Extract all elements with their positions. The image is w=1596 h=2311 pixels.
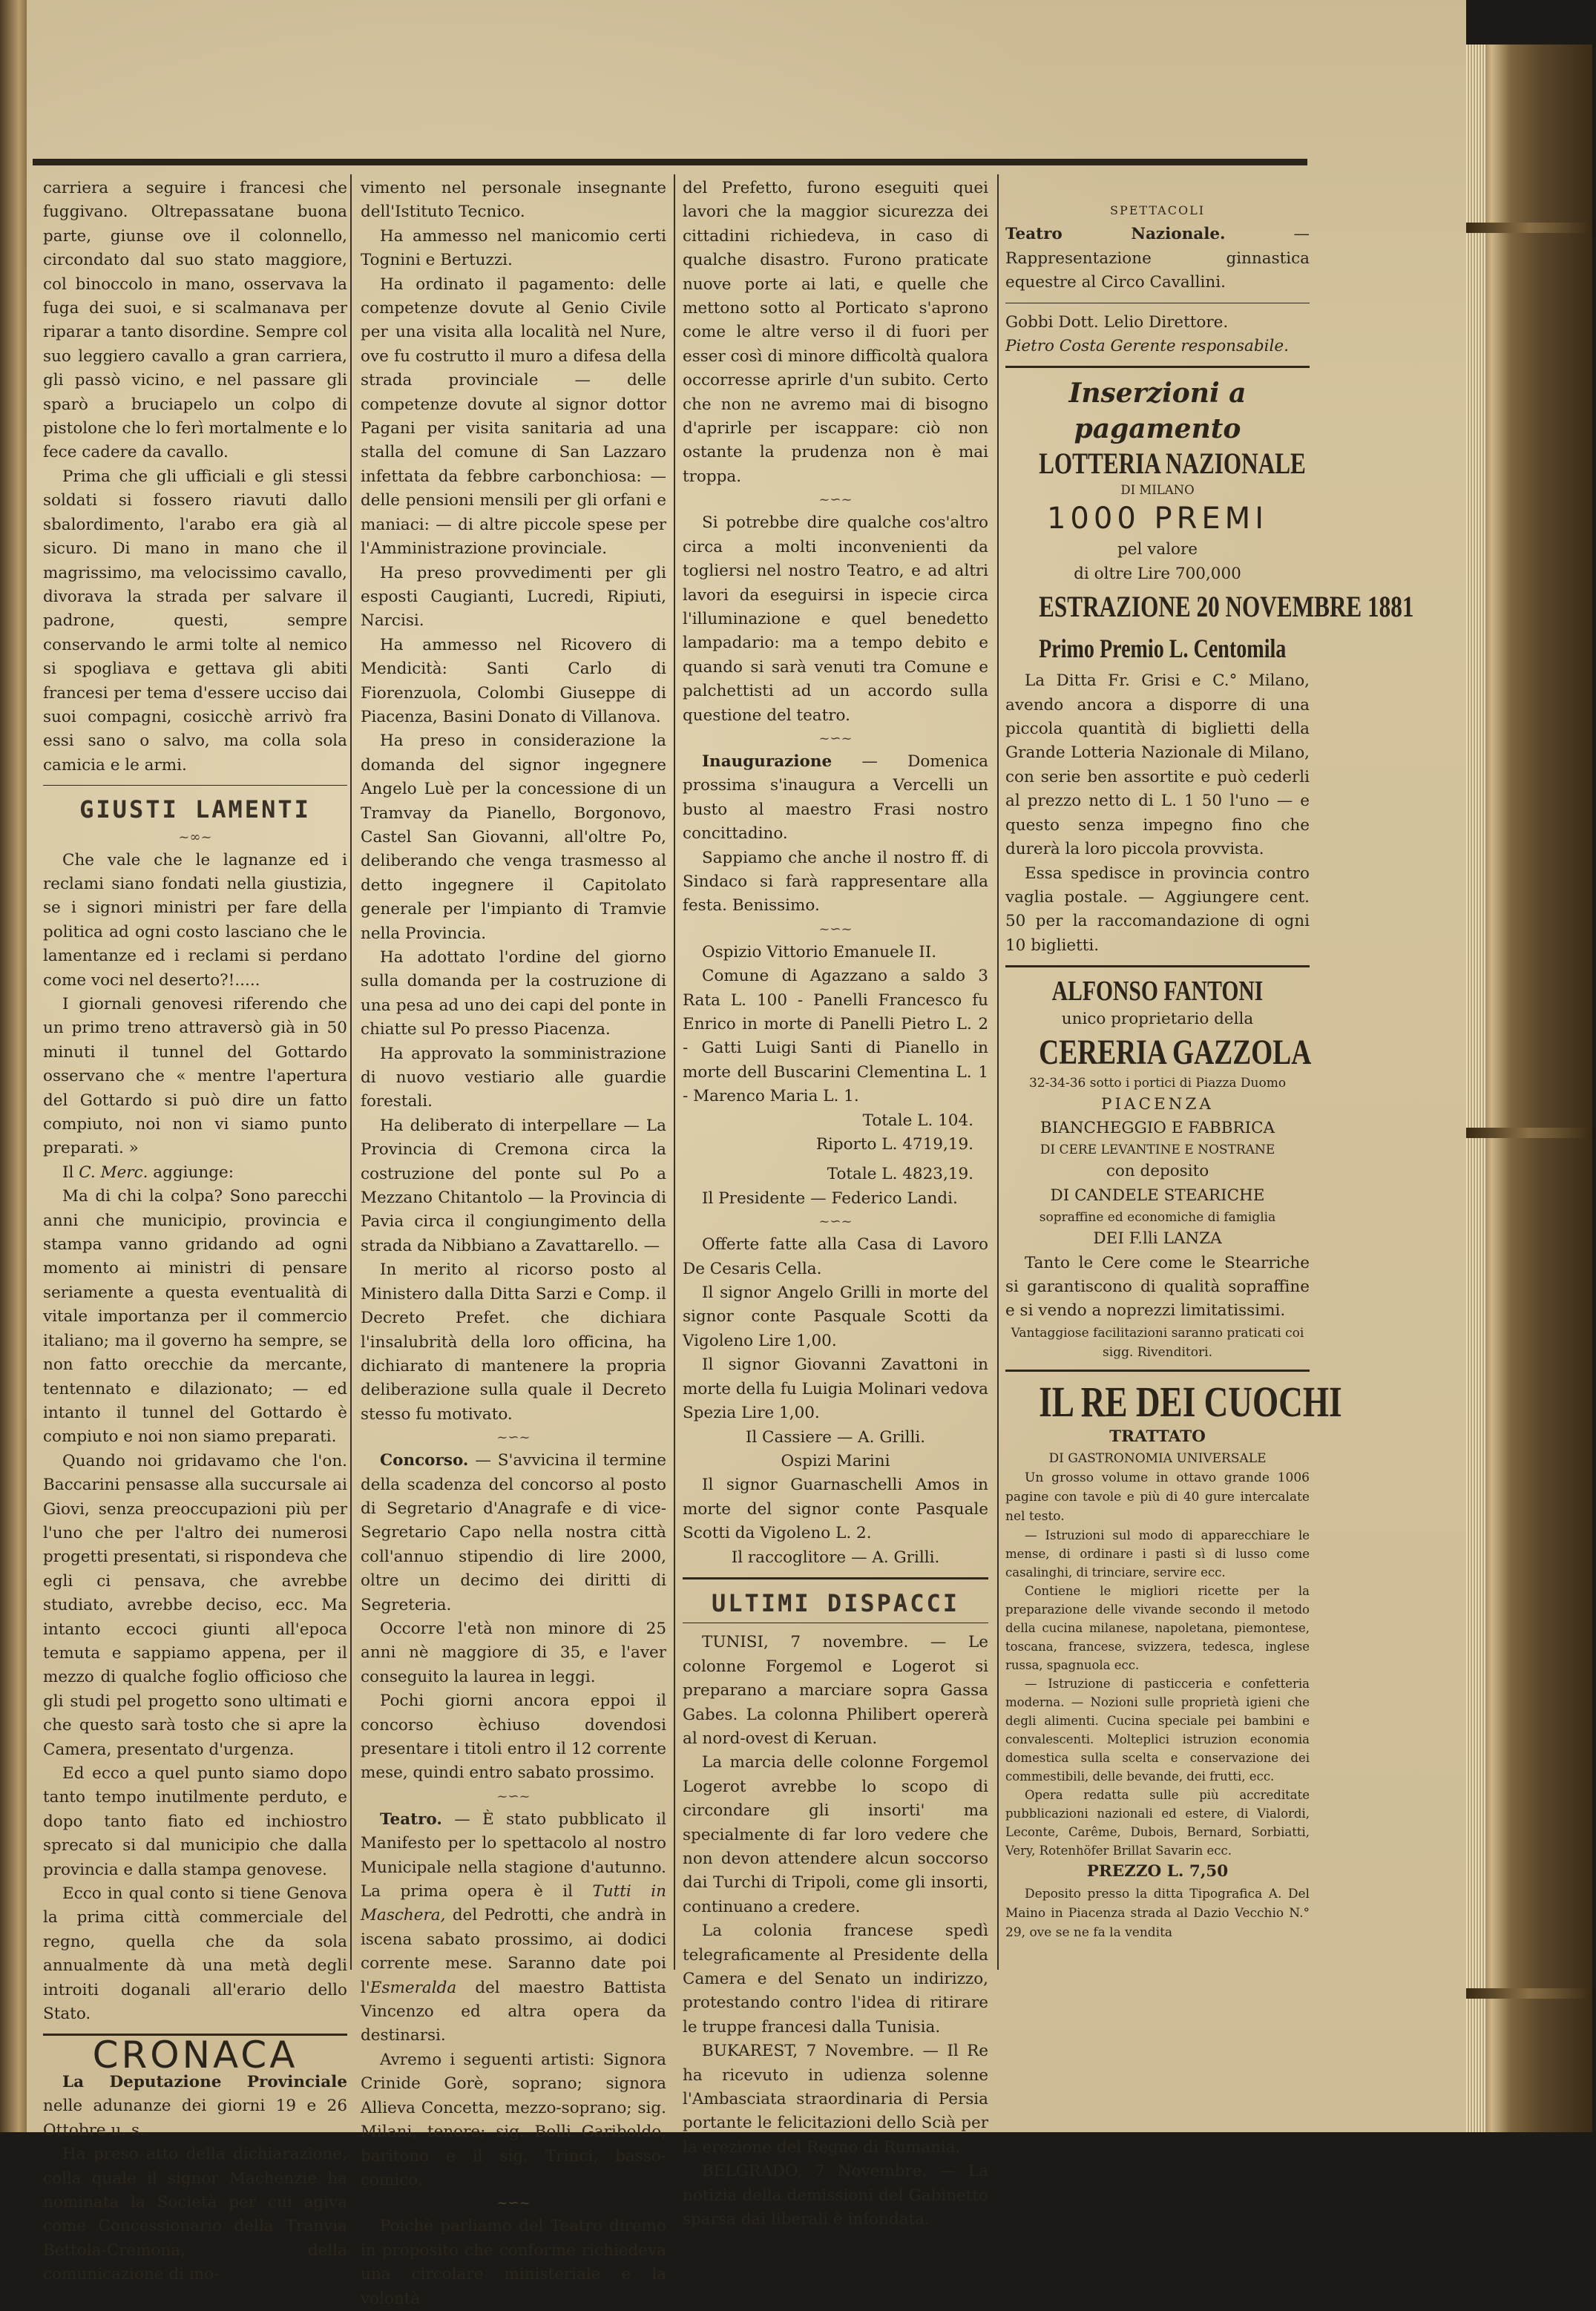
article-text: La marcia delle colonne Forgemol Logerot avrebbe lo scopo di circondare gli insorti' ma specialmente di far loro vedere che non devon attendere alcun soccorso dai Turchi di Tripoli, come gli insorti, continuano a credere. [683,1753,988,1916]
ad-text: DI CANDELE STEARICHE [1050,1186,1265,1205]
ad-text: DI CERE LEVANTINE E NOSTRANE [1040,1143,1275,1158]
ad-cereria: CERERIA GAZZOLA [1039,1032,1312,1072]
article-text [361,1449,666,1617]
section-title-giusti-lamenti: GIUSTI LAMENTI [79,795,311,824]
article-text: Ha ammesso nel Ricovero di Mendicità: Santi Carlo di Fiorenzuola, Colombi Giuseppe di Piacenza, Basini Donato di Villanova. [361,635,666,726]
text: — Domenica prossima s'inaugura a Vercelli un busto al maestro Frasi nostro concittadino. [683,752,988,844]
article-text: BELGRADO, 7 Novembre. — La notizia della demissioni del Gabinetto sparsa dai liberali è infondata. [683,2162,988,2229]
column-4 [1005,177,1414,1942]
subheading: Ospizi Marini [781,1451,890,1470]
ad-re-dei-cuochi: IL RE DEI CUOCHI [1039,1377,1342,1426]
article-text: Ha preso provvedimenti per gli esposti Caugianti, Lucredi, Ripiuti, Narcisi. [361,563,666,631]
text: Il [62,1163,79,1182]
signature: Il Cassiere — A. Grilli. [745,1427,926,1447]
article-text: Ha ordinato il pagamento: delle competenze dovute al Genio Civile per una visita alla località nel Nure, ove fu costrutto il muro a difesa della strada provinciale — delle competenze dovute al signor dottor Pagani per visita sanitaria ad una stalla del comune di San Lazzaro infettata da febbre carbonchiosa: — delle pensioni mensili per gli orfani e maniaci: — di altre piccole spese per l'Amministrazione provinciale. [361,275,666,559]
article-text: Ed ecco a quel punto siamo dopo tanto tempo inutilmente perduto, e dopo tanto fiato ed inchiostro sprecato si dal municipio che dalla provincia e dalla stampa genovese. [43,1764,347,1879]
divider [1005,1370,1310,1372]
ornament: ~∽~ [818,730,853,746]
column-1 [43,177,347,2287]
ads-heading: Inserzioni a pagamento [1068,378,1247,445]
article-text: BUKAREST, 7 Novembre. — Il Re ha ricevuto in udienza solenne l'Ambasciata straordinaria di Persia portante le felicitazioni dello Scià per la erezione del Regno di Rumania. [683,2042,988,2157]
divider [1005,965,1310,967]
ad-text: unico proprietario della [1061,1010,1254,1029]
page-stack-edge [1466,45,1485,2132]
article-text: Quando noi gridavamo che l'on. Baccarini pensasse alla succursale ai Giovi, senza preoccupazioni più per l'uno che per l'altro dei numerosi progetti presentati, si rispondeva che egli ci pensava, che avrebbe studiato, avrebbe deciso, ecc. Ma intanto eccoci giunti all'epoca temuta e sappiamo appena, per il mezzo di qualche foglio officioso che gli studi pel progetto sono ultimati e che questo sarà tosto che si apre la Camera, presentato d'urgenza. [43,1451,347,1759]
ad-text: Un grosso volume in ottavo grande 1006 pagine con tavole e più di 40 gure intercalate nel testo. [1005,1470,1310,1525]
article-text: Offerte fatte alla Casa di Lavoro De Cesaris Cella. [683,1235,988,1278]
ad-primo-premio: Primo Premio L. Centomila [1039,634,1287,664]
article-text: Prima che gli ufficiali e gli stessi soldati si fossero riavuti dallo sbalordimento, l'arabo era già al sicuro. Di mano in mano che il magrissimo, ma velocissimo cavallo, divorava la strada per salvare il padrone, questi, sempre conservando le armi tolte al nemico si spogliava e gettava gli abiti francesi per tema d'essere ucciso dai suoi compagni, cosicchè arrivò fra essi sano o salvo, ma colla sola camicia e le armi. [43,467,347,775]
column-3 [683,177,988,2232]
article-text [1005,223,1310,295]
article-text: Il signor Angelo Grilli in morte del signor conte Pasquale Scotti da Vigoleno Lire 1,00. [683,1283,988,1350]
ad-text: Contiene le migliori ricette per la preparazione delle vivande secondo il metodo della cucina milanese, napoletana, piemontese, toscana, francese, svizzera, tedesca, inglese russa, spagnuola ecc. [1005,1584,1310,1673]
ad-estrazione: ESTRAZIONE 20 NOVEMBRE 1881 [1039,590,1414,624]
ad-text: di oltre Lire 700,000 [1074,564,1241,583]
text: aggiunge: [148,1163,234,1182]
article-text: Il Presidente — Federico Landi. [702,1189,958,1208]
article-text: Ha ammesso nel manicomio certi Tognini e Bertuzzi. [361,226,666,270]
column-rule [997,174,999,1970]
article-text: Che vale che le lagnanze ed i reclami siano fondati nella giustizia, se i signori ministri per fare della politica ad ogni costo lasciano che le lamentanze ed i reclami si perdano come voci nel deserto?!..... [43,850,347,990]
article-text: TUNISI, 7 novembre. — Le colonne Forgemol e Logerot si preparano a marciare sopra Gassa Gabes. La colonna Philibert opererà al nord-ovest di Keruan. [683,1633,988,1748]
ad-fantoni: ALFONSO FANTONI [1051,976,1264,1007]
article-text: Poichè parliamo del Teatro diremo in proposito che conforme richiedeva una circolare ministeriale e la volontà [361,2217,666,2308]
text: Esmeralda [370,1978,457,1997]
article-text: Ha preso atto della dichiarazione, colla quale il signor Machenzie ha nominata la Società per cui agiva come Concessionario della Tranvia Bettola-Cremona, della comunicazione di mo- [43,2145,347,2284]
spettacoli-heading: SPETTACOLI [1109,203,1206,217]
text: nelle adunanze dei giorni 19 e 26 Ottobre u. s. [43,2097,347,2140]
spine-band [1466,223,1592,233]
text: Tutti in Maschera, [361,1882,666,1925]
text: del Pedrotti, che andrà in iscena sabato prossimo, ai dodici corrente mese. Saranno date poi l' [361,1906,666,1997]
ad-text: La Ditta Fr. Grisi e C.° Milano, avendo ancora a disporre di una piccola quantità di biglietti della Grande Lotteria Nazionale di Milano, con serie ben assortite e può cederli al prezzo netto di L. 1 50 l'uno — e questo senza impegno fino che durerà la loro piccola provvista. [1005,671,1310,859]
text: C. Merc. [79,1163,148,1182]
article-text: carriera a seguire i francesi che fuggivano. Oltrepassatane buona parte, giunse ove il colonnello, circondato dal suo stato maggiore, col binoccolo in mano, osservava la fuga dei suoi, e si scalmanava per riparar a tanto disordine. Sempre col suo leggiero cavallo a gran carriera, gli passò vicino, e nel passare gli sparò a bruciapelo un colpo di pistolone che lo ferì mortalmente e lo fece cadere da cavallo. [43,179,347,462]
ad-text: Opera redatta sulle più accreditate pubblicazioni nazionali ed estere, di Vialordi, Leconte, Carême, Dubois, Bernard, Sorbiatti, Very, Rotenhöfer Brillat Savarin ecc. [1005,1788,1310,1858]
total-line: Totale L. 4823,19. [827,1165,973,1184]
article-text: Ha adottato l'ordine del giorno sulla domanda per la costruzione di una pesa ad uno dei capi del ponte in chiatte sul Po presso Piacenza. [361,948,666,1039]
ad-price: PREZZO L. 7,50 [1086,1862,1229,1881]
article-text: I giornali genovesi riferendo che un primo treno attraversò già in 50 minuti il tunnel del Gottardo osservano che « mentre l'apertura del Gottardo si può dire un fatto compiuto, noi non vi siamo punto preparati. » [43,995,347,1158]
ornament: ~∽~ [818,1214,853,1230]
ad-subtitle: DI GASTRONOMIA UNIVERSALE [1048,1451,1267,1467]
ad-text: — Istruzione di pasticceria e confetteria moderna. — Nozioni sulle proprietà igieni che degli alimenti. Cucina speciale pei bambini e convalescenti. Molteplici istruzion economia domestica sulla scelta e conservazione dei commestibili, delle bevande, dei frutti, ecc. [1005,1677,1310,1784]
article-text: Occorre l'età non minore di 25 anni nè maggiore di 35, e l'aver conseguito la laurea in leggi. [361,1619,666,1686]
ad-subtitle: TRATTATO [1109,1427,1206,1446]
ad-text: — Istruzioni sul modo di apparecchiare le mense, di ordinare i pasti sì di lusso come casalinghi, di trinciare, servire ecc. [1005,1528,1310,1580]
left-page-edge [0,0,27,2132]
signature: Il raccoglitore — A. Grilli. [731,1548,940,1567]
text: La Deputazione Provinciale [62,2072,347,2091]
article-text [43,1161,347,1185]
ornament: ~∽~ [818,921,853,937]
article-text: Ospizio Vittorio Emanuele II. [702,942,937,961]
article-text: Pochi giorni ancora eppoi il concorso èchiuso dovendosi presentare i titoli entro il 12 corrente mese, quindi entro sabato prossimo. [361,1692,666,1783]
divider [683,1577,988,1579]
spine-band [1466,1128,1592,1138]
ad-city: PIACENZA [1101,1094,1214,1114]
article-text: Sappiamo che anche il nostro ff. di Sindaco si farà rappresentare alla festa. Benissimo. [683,848,988,915]
ad-text: con deposito [1106,1162,1209,1181]
divider [43,785,347,786]
ad-text: sopraffine ed economiche di famiglia [1039,1210,1276,1226]
column-rule [350,174,352,1970]
article-text: Il signor Giovanni Zavattoni in morte della fu Luigia Molinari vedova Spezia Lire 1,00. [683,1355,988,1423]
ad-text: Tanto le Cere come le Stearriche si garantiscono di qualità sopraffine e si vendo a noprezzi limitatissimi. [1005,1253,1310,1321]
article-text: Avremo i seguenti artisti: Signora Crinide Gorè, soprano; signora Allieva Concetta, mezzo-soprano; sig. Milani, tenore; sig. Bolli Gariboldo, baritono e il sig. Trinci, basso-comico. [361,2050,666,2189]
ad-premi: 1000 PREMI [1046,502,1268,536]
text: — È stato pubblicato il Manifesto per lo spettacolo al nostro Municipale nella stagione d'autunno. La prima opera è il [361,1809,666,1901]
editor-line: Gobbi Dott. Lelio Direttore. [1005,312,1229,332]
spine-band [1466,1988,1592,1999]
ad-text: Essa spedisce in provincia contro vaglia postale. — Aggiungere cent. 50 per la raccomandazione di ogni 10 biglietti. [1005,864,1310,955]
text: — S'avvicina il termine della scadenza del concorso al posto di Segretario d'Anagrafe e di vice-Segretario Capo nella nostra città coll'annuo stipendio di lire 2000, oltre un decimo dei diritti di Segreteria. [361,1451,666,1614]
header-rule [33,159,1307,165]
article-text: Ha approvato la somministrazione di nuovo vestiario alle guardie forestali. [361,1044,666,1111]
divider [1005,366,1310,368]
ad-text: Vantaggiose facilitazioni saranno praticati coi sigg. Rivenditori. [1011,1325,1304,1360]
section-title-ultimi-dispacci: ULTIMI DISPACCI [712,1588,959,1617]
text: Teatro Nazionale. [1005,225,1226,244]
article-text: Si potrebbe dire qualche cos'altro circa a molti inconvenienti da togliersi nel nostro Teatro, e ad altri lavori da eseguirsi in ispecie circa l'illuminazione e quel benedetto lampadario: ma a tempo debito e quando si sarà venuti tra Comune e palchettisti ad un accordo sulla questione del teatro. [683,513,988,725]
ornament: ~∞~ [178,829,212,845]
ornament: ~∽~ [818,492,853,508]
article-text: Ma di chi la colpa? Sono parecchi anni che municipio, provincia e stampa vanno gridando ad ogni momento ai ministri di pensare seriamente a questa eventualità di vitale importanza per il commercio italiano; ma il governo ha sempre, se non fatto orecchie da mercante, tentennato e dilazionato; — ed intanto il tunnel del Gottardo è compiuto e noi non siamo preparati. [43,1187,347,1447]
ad-text: Deposito presso la ditta Tipografica A. Del Maino in Piacenza strada al Dazio Vecchio N.° 29, ove se ne fa la vendita [1005,1886,1310,1940]
total-line: Totale L. 104. [862,1111,973,1130]
column-2 [361,177,666,2311]
ornament: ~∽~ [496,1788,531,1804]
article-text: Comune di Agazzano a saldo 3 Rata L. 100 - Panelli Francesco fu Enrico in morte di Panelli Pietro L. 2 - Gatti Luigi Santi di Pianello in morte dell Buscarini Clementina L. 1 - Marenco Maria L. 1. [683,967,988,1106]
text: Teatro. [380,1809,442,1829]
article-text: In merito al ricorso posto al Ministero dalla Ditta Sarzi e Comp. il Decreto Prefet. che dichiara l'insalubrità della loro officina, ha dichiarato di mantenere la propria deliberazione sulla quale il Decreto stesso fu motivato. [361,1260,666,1424]
article-text: Ha deliberato di interpellare — La Provincia di Cremona circa la costruzione del ponte sul Po a Mezzano Chitantolo — la Provincia di Pavia circa il congiungimento della strada da Nibbiano a Zavattarello. — [361,1116,666,1255]
ornament: ~∽~ [496,1430,531,1446]
ad-text: pel valore [1117,540,1198,559]
column-rule [674,174,675,1970]
article-text: Ha preso in considerazione la domanda del signor ingegnere Angelo Luè per la concessione di un Tramvay da Pianello, Borgonovo, Castel San Giovanni, all'oltre Po, deliberando che venga trasmesso al detto ingegnere il Capitolato generale per l'impianto di Tramvie nella Provincia. [361,732,666,943]
section-title-cronaca: CRONACA [92,2034,298,2077]
text: Concorso. [380,1451,469,1470]
ad-text: BIANCHEGGIO E FABBRICA [1040,1118,1275,1137]
ad-subtitle: DI MILANO [1120,483,1195,498]
article-text: vimento nel personale insegnante dell'Istituto Tecnico. [361,179,666,222]
text: Inaugurazione [702,752,833,771]
article-text: Il signor Guarnaschelli Amos in morte del signor conte Pasquale Scotti da Vigoleno L. 2. [683,1476,988,1543]
editor-line: Pietro Costa Gerente responsabile. [1005,337,1289,356]
ad-address: 32-34-36 sotto i portici di Piazza Duomo [1028,1075,1287,1091]
article-text: La colonia francese spedì telegraficamente al Presidente della Camera e del Senato un indirizzo, protestando contro l'idea di ritirare le truppe francesi dalla Tunisia. [683,1922,988,2036]
text: — Rappresentazione ginnastica equestre al Circo Cavallini. [1005,225,1310,292]
article-text: del Prefetto, furono eseguiti quei lavori che la maggior sicurezza dei cittadini richiedeva, in caso di qualche disastro. Furono praticate nuove porte ai lati, e quelle che mettono sotto al Porticato s'aprono come le altre verso il di fuori per esser così di minore difficoltà qualora occorresse aprirle d'un subito. Certo che non ne avremo mai di bisogno d'aprirle per iscappare: ciò non ostante la prudenza non è mai troppa. [683,179,989,486]
article-text [361,1808,666,2048]
ad-lotteria-title: LOTTERIA NAZIONALE [1039,447,1306,481]
total-line: Riporto L. 4719,19. [815,1135,973,1154]
article-text: Ecco in qual conto si tiene Genova la prima città commerciale del regno, quella che da sola annualmente dà una metà degli introiti doganali all'erario dello Stato. [43,1884,347,2024]
ad-text: DEI F.lli LANZA [1093,1229,1222,1249]
article-text [683,750,988,847]
text: del maestro Battista Vincenzo ed altra opera da destinarsi. [361,1978,666,2045]
ornament: ~∽~ [496,2195,531,2212]
